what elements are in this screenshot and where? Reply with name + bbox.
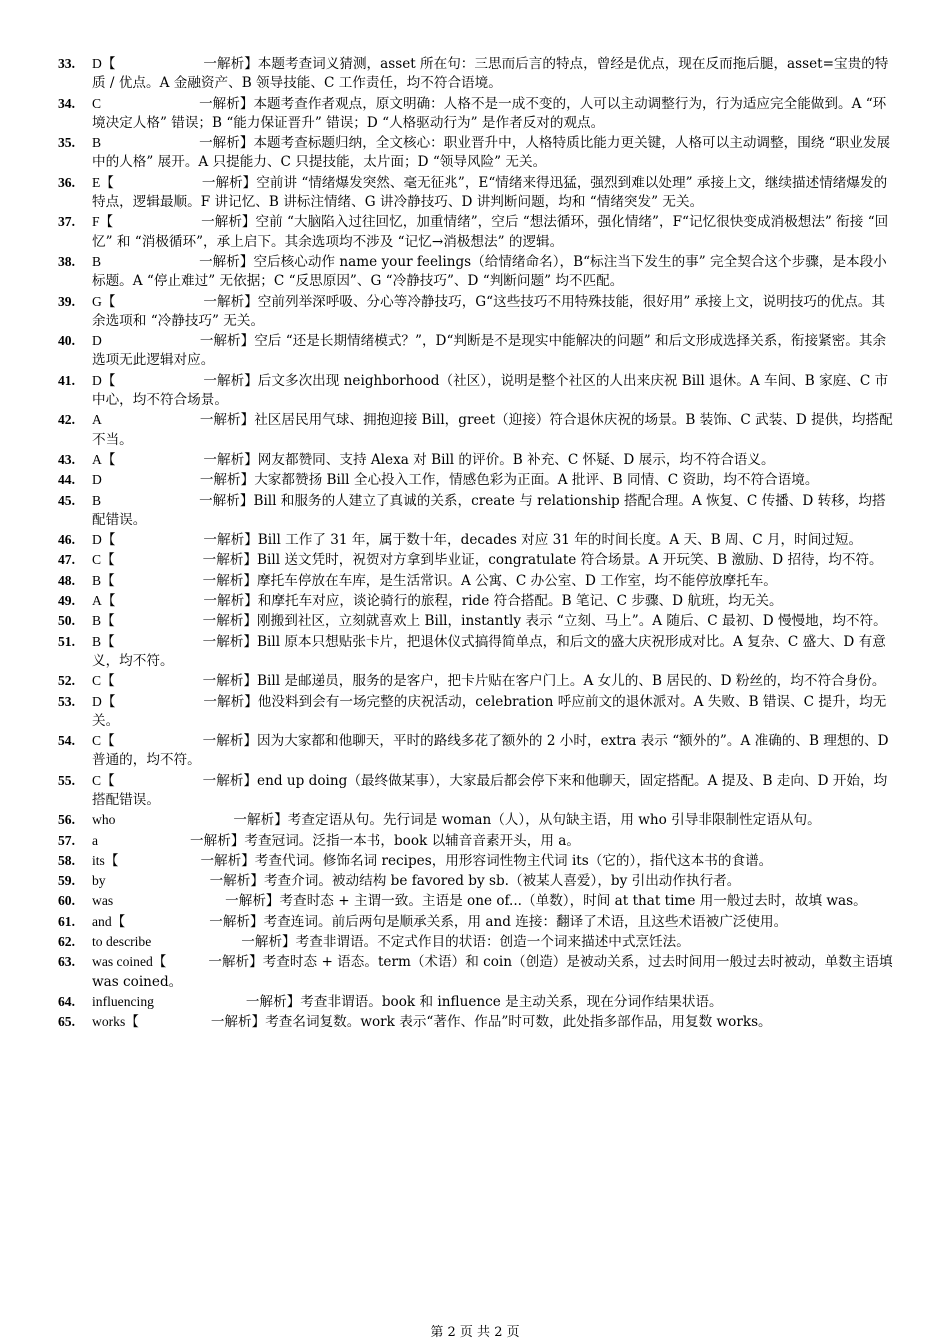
answer-key: D【 xyxy=(92,56,116,71)
answer-key: B xyxy=(92,253,102,269)
explanation-text: 一解析】考查时态 + 主谓一致。主语是 one of...（单数），时间 at that time 用一般过去时，故填 was。 xyxy=(225,893,867,910)
answer-key: its【 xyxy=(92,852,119,868)
question-number: 61. xyxy=(58,913,75,929)
answer-item xyxy=(58,632,894,672)
answer-key: B【 xyxy=(92,572,115,588)
question-number: 56. xyxy=(58,812,75,828)
question-number: 49. xyxy=(58,593,75,609)
question-number: 34. xyxy=(58,95,75,111)
explanation-text: 一解析】大家都赞扬 Bill 全心投入工作，情感色彩为正面。A 批评、B 同情、C 资助，均不符合语境。 xyxy=(199,472,819,489)
answer-item xyxy=(58,871,894,891)
answer-key: B xyxy=(92,492,102,508)
answer-item xyxy=(58,571,894,591)
question-number: 39. xyxy=(58,293,75,309)
answer-key: C【 xyxy=(92,673,115,689)
answer-key: influencing xyxy=(92,993,154,1009)
answer-item xyxy=(58,831,894,851)
question-number: 54. xyxy=(58,733,75,749)
question-number: 51. xyxy=(58,633,75,649)
answer-item xyxy=(58,1012,894,1032)
answer-key: D xyxy=(92,333,102,349)
explanation-text: 一解析】考查介词。被动结构 be favored by sb.（被某人喜爱），by 引出动作执行者。 xyxy=(209,873,741,890)
question-number: 35. xyxy=(58,135,75,151)
answer-item xyxy=(58,952,894,992)
answer-key: to describe xyxy=(92,934,152,950)
explanation-text: 一解析】Bill 工作了 31 年，属于数十年，decades 对应 31 年的时间长度。A 天、B 周、C 月，时间过短。 xyxy=(203,532,863,549)
question-number: 33. xyxy=(58,56,75,71)
explanation-text: 一解析】Bill 原本只想贴张卡片，把退休仪式搞得简单点，和后文的盛大庆祝形成对比。A 复杂、C 盛大、D 有意义，均不符。 xyxy=(92,633,886,669)
answer-key: and【 xyxy=(92,913,126,929)
explanation-text: 一解析】本题考查作者观点，原文明确：人格不是一成不变的，人可以主动调整行为，行为适应完全能做到。A “环境决定人格” 错误；B “能力保证晋升” 错误；D “人格驱动行为” 是作者反对的观点。 xyxy=(92,95,887,131)
answer-item xyxy=(58,470,894,490)
explanation-text: 一解析】后文多次出现 neighborhood（社区），说明是整个社区的人出来庆祝 Bill 退休。A 车间、B 家庭、C 市中心，均不符合场景。 xyxy=(92,372,889,409)
question-number: 45. xyxy=(58,492,75,508)
explanation-text: 一解析】考查连词。前后两句是顺承关系，用 and 连接：翻译了术语，且这些术语被广泛使用。 xyxy=(209,913,788,930)
answer-item xyxy=(58,450,894,470)
answer-item xyxy=(58,491,894,531)
answer-item xyxy=(58,530,894,550)
explanation-text: 一解析】空后 “还是长期情绪模式？”，D“判断是不是现实中能解决的问题” 和后文形成选择关系，衔接紧密。其余选项无此逻辑对应。 xyxy=(92,333,887,369)
answer-key: F【 xyxy=(92,214,114,230)
answer-item xyxy=(58,611,894,631)
question-number: 57. xyxy=(58,832,75,848)
answer-key: D【 xyxy=(92,372,116,388)
explanation-text: 一解析】网友都赞同、支持 Alexa 对 Bill 的评价。B 补充、C 怀疑、D 展示，均不符合语义。 xyxy=(203,451,775,468)
answer-item xyxy=(58,173,894,213)
answer-key: works【 xyxy=(92,1014,139,1030)
question-number: 46. xyxy=(58,532,75,548)
answer-item xyxy=(58,771,894,811)
explanation-text: 一解析】考查冠词。泛指一本书，book 以辅音音素开头，用 a。 xyxy=(190,832,580,849)
answer-item xyxy=(58,731,894,771)
answer-item xyxy=(58,252,894,292)
answer-item xyxy=(58,212,894,252)
question-number: 53. xyxy=(58,693,75,709)
explanation-text: 一解析】考查非谓语。不定式作目的状语：创造一个词来描述中式烹饪法。 xyxy=(241,934,690,951)
question-number: 63. xyxy=(58,954,75,970)
answer-item xyxy=(58,912,894,932)
answer-key: A【 xyxy=(92,593,116,609)
answer-key: was coined【 xyxy=(92,954,167,970)
answer-item xyxy=(58,992,894,1012)
question-number: 50. xyxy=(58,613,75,629)
explanation-text: 一解析】Bill 送文凭时，祝贺对方拿到毕业证，congratulate 符合场景。A 开玩笑、B 激励、D 招待，均不符。 xyxy=(202,552,883,569)
answer-item xyxy=(58,550,894,570)
answer-key: D【 xyxy=(92,532,116,548)
answer-key: by xyxy=(92,873,106,889)
answer-key: who xyxy=(92,812,116,828)
explanation-text: 一解析】摩托车停放在车库，是生活常识。A 公寓、C 办公室、D 工作室，均不能停放摩托车。 xyxy=(202,572,777,589)
answer-key: D【 xyxy=(92,693,116,709)
answer-key: B【 xyxy=(92,633,115,649)
answer-key-list xyxy=(58,54,894,1033)
answer-key: A xyxy=(92,412,102,428)
question-number: 42. xyxy=(58,412,75,428)
question-number: 36. xyxy=(58,174,75,190)
question-number: 55. xyxy=(58,772,75,788)
answer-key: C xyxy=(92,95,102,111)
question-number: 60. xyxy=(58,893,75,909)
question-number: 37. xyxy=(58,214,75,230)
answer-key: a xyxy=(92,832,99,848)
answer-item xyxy=(58,133,894,173)
answer-key: E【 xyxy=(92,174,114,190)
question-number: 38. xyxy=(58,253,75,269)
answer-key: C【 xyxy=(92,733,115,749)
explanation-text: 一解析】end up doing（最终做某事），大家最后都会停下来和他聊天，固定搭配。A 提及、B 走向、D 开始，均搭配错误。 xyxy=(92,772,888,808)
explanation-text: 一解析】空前列举深呼吸、分心等冷静技巧，G“这些技巧不用特殊技能，很好用” 承接上文，说明技巧的优点。其余选项和 “冷静技巧” 无关。 xyxy=(92,293,885,329)
explanation-text: 一解析】考查名词复数。work 表示“著作、作品”时可数，此处指多部作品，用复数 works。 xyxy=(210,1014,772,1031)
question-number: 59. xyxy=(58,873,75,889)
answer-item xyxy=(58,891,894,911)
answer-item xyxy=(58,292,894,332)
question-number: 40. xyxy=(58,333,75,349)
explanation-text: 一解析】刚搬到社区，立刻就喜欢上 Bill，instantly 表示 “立刻、马上”。A 随后、C 最初、D 慢慢地，均不符。 xyxy=(202,613,887,630)
explanation-text: 一解析】空后核心动作 name your feelings（给情绪命名），B“标注当下发生的事” 完全契合这个步骤，是本段小标题。A “停止难过” 无依据；C “反思原因”、G “冷静技巧”、D “判断问题” 均不匹配。 xyxy=(92,253,887,290)
explanation-text: 一解析】和摩托车对应，谈论骑行的旅程，ride 符合搭配。B 笔记、C 步骤、D 航班，均无关。 xyxy=(203,593,783,610)
answer-item xyxy=(58,94,894,134)
answer-key: B xyxy=(92,135,102,151)
question-number: 64. xyxy=(58,993,75,1009)
explanation-text: 一解析】Bill 是邮递员，服务的是客户，把卡片贴在客户门上。A 女儿的、B 居民的、D 粉丝的，均不符合身份。 xyxy=(202,673,886,690)
answer-item xyxy=(58,851,894,871)
explanation-text: 一解析】他没料到会有一场完整的庆祝活动，celebration 呼应前文的退休派对。A 失败、B 错误、C 提升，均无关。 xyxy=(92,693,887,729)
explanation-text: 一解析】考查代词。修饰名词 recipes，用形容词性物主代词 its（它的），指代这本书的食谱。 xyxy=(200,852,773,869)
question-number: 48. xyxy=(58,572,75,588)
answer-key: G【 xyxy=(92,293,116,309)
answer-item xyxy=(58,671,894,691)
answer-item xyxy=(58,692,894,732)
question-number: 43. xyxy=(58,451,75,467)
explanation-text: 一解析】考查定语从句。先行词是 woman（人），从句缺主语，用 who 引导非限制性定语从句。 xyxy=(233,812,821,829)
question-number: 52. xyxy=(58,673,75,689)
explanation-text: 一解析】本题考查词义猜测，asset 所在句：三思而后言的特点，曾经是优点，现在反而拖后腿，asset=宝贵的特质 / 优点。A 金融资产、B 领导技能、C 工作责任，均不符合语境。 xyxy=(92,56,889,92)
question-number: 44. xyxy=(58,472,75,488)
answer-item xyxy=(58,810,894,830)
explanation-text: 一解析】空前讲 “情绪爆发突然、毫无征兆”，E“情绪来得迅猛，强烈到难以处理” 承接上文，继续描述情绪爆发的特点，逻辑最顺。F 讲记忆、B 讲标注情绪、G 讲冷静技巧、D 讲判断问题，均和 “情绪突发” 无关。 xyxy=(92,174,888,211)
explanation-text: 一解析】考查时态 + 语态。term（术语）和 coin（创造）是被动关系，过去时间用一般过去时被动，单数主语填 was coined。 xyxy=(92,954,893,990)
explanation-text: 一解析】社区居民用气球、拥抱迎接 Bill，greet（迎接）符合退休庆祝的场景。B 装饰、C 武装、D 提供，均搭配不当。 xyxy=(92,412,893,448)
question-number: 62. xyxy=(58,934,75,950)
answer-key: C【 xyxy=(92,772,115,788)
explanation-text: 一解析】空前 “大脑陷入过往回忆，加重情绪”，空后 “想法循环，强化情绪”，F“记忆很快变成消极想法” 衔接 “回忆” 和 “消极循环”，承上启下。其余选项均不涉及 “记忆→消极想法” 的逻辑。 xyxy=(92,214,889,250)
page-footer: 第 2 页 共 2 页 xyxy=(430,1325,520,1340)
answer-key: C【 xyxy=(92,552,115,568)
answer-item xyxy=(58,54,894,94)
answer-key: B【 xyxy=(92,613,115,629)
question-number: 58. xyxy=(58,852,75,868)
answer-key: D xyxy=(92,472,102,488)
answer-key: was xyxy=(92,893,114,909)
explanation-text: 一解析】考查非谓语。book 和 influence 是主动关系，现在分词作结果状语。 xyxy=(245,993,723,1010)
answer-item xyxy=(58,932,894,952)
explanation-text: 一解析】因为大家都和他聊天，平时的路线多花了额外的 2 小时，extra 表示 “额外的”。A 准确的、B 理想的、D 普通的，均不符。 xyxy=(92,733,889,769)
question-number: 47. xyxy=(58,552,75,568)
answer-item xyxy=(58,410,894,450)
question-number: 65. xyxy=(58,1014,75,1030)
explanation-text: 一解析】Bill 和服务的人建立了真诚的关系，create 与 relationship 搭配合理。A 恢复、C 传播、D 转移，均搭配错误。 xyxy=(92,492,886,528)
question-number: 41. xyxy=(58,372,75,388)
answer-item xyxy=(58,371,894,411)
answer-key: A【 xyxy=(92,451,116,467)
explanation-text: 一解析】本题考查标题归纳，全文核心：职业晋升中，人格特质比能力更关键，人格可以主动调整，围绕 “职业发展中的人格” 展开。A 只提能力、C 只提技能，太片面；D “领导风险” 无关。 xyxy=(92,135,891,171)
answer-item xyxy=(58,331,894,371)
answer-item xyxy=(58,591,894,611)
